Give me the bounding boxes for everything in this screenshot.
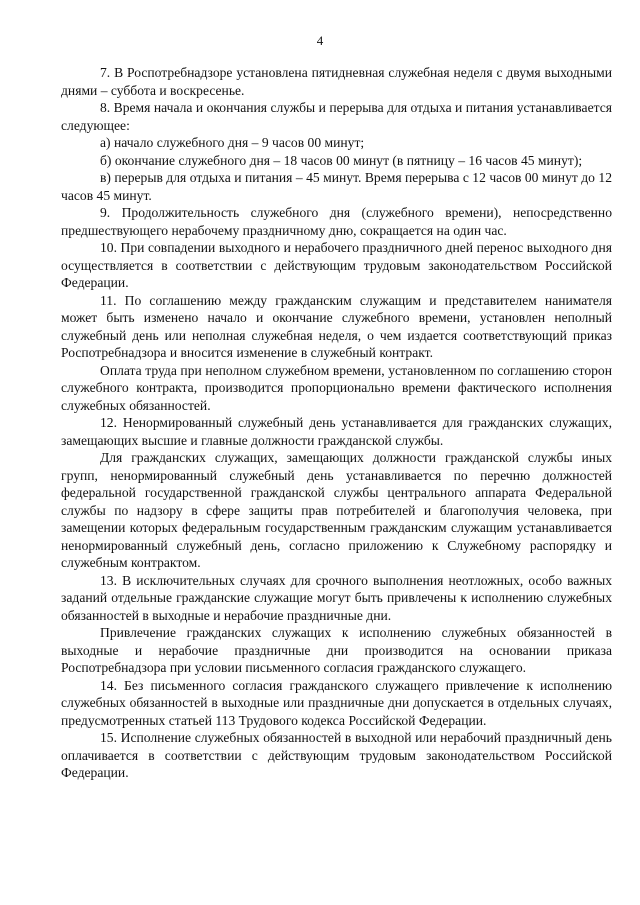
paragraph-7: 7. В Роспотребнадзоре установлена пятидневная служебная неделя с двумя выходными днями – суббота и воскресенье. <box>61 65 612 98</box>
document-body <box>61 64 612 782</box>
paragraph-15: 15. Исполнение служебных обязанностей в выходной или нерабочий праздничный день оплачивается в соответствии с действующим трудовым законодательством Российской Федерации. <box>61 730 612 780</box>
page-number: 4 <box>316 33 324 48</box>
paragraph-8: 8. Время начала и окончания службы и перерыва для отдыха и питания устанавливается следующее: <box>61 100 612 133</box>
paragraph-12-other-groups: Для гражданских служащих, замещающих должности гражданской службы иных групп, ненормированный служебный день устанавливается по перечню должностей федеральной государственной гражданской службы центрального аппарата Федеральной службы по надзору в сфере защиты прав потребителей и благополучия человека, при замещении которых федеральным государственным гражданским служащим устанавливается ненормированный служебный день, согласно приложению к Служебному распорядку и служебным контрактом. <box>61 450 612 570</box>
paragraph-11: 11. По соглашению между гражданским служащим и представителем нанимателя может быть изменено начало и окончание служебного времени, установлен неполный служебный день или неполная служебная неделя, о чем издается соответствующий приказ Роспотребнадзора и вносится изменение в служебный контракт. <box>61 292 612 360</box>
paragraph-10: 10. При совпадении выходного и нерабочего праздничного дней перенос выходного дня осуществляется в соответствии с действующим трудовым законодательством Российской Федерации. <box>61 240 612 290</box>
paragraph-8b: б) окончание служебного дня – 18 часов 00 минут (в пятницу – 16 часов 45 минут); <box>100 152 583 168</box>
paragraph-8c: в) перерыв для отдыха и питания – 45 минут. Время перерыва с 12 часов 00 минут до 12 часов 45 минут. <box>61 170 612 203</box>
paragraph-8a: а) начало служебного дня – 9 часов 00 минут; <box>100 135 365 150</box>
paragraph-9: 9. Продолжительность служебного дня (служебного времени), непосредственно предшествующего нерабочему праздничному дню, сокращается на один час. <box>61 205 612 238</box>
paragraph-13-involvement: Привлечение гражданских служащих к исполнению служебных обязанностей в выходные и нерабочие праздничные дни производится на основании приказа Роспотребнадзора при условии письменного согласия гражданского служащего. <box>61 625 612 675</box>
paragraph-12: 12. Ненормированный служебный день устанавливается для гражданских служащих, замещающих высшие и главные должности гражданской службы. <box>61 415 612 448</box>
paragraph-13: 13. В исключительных случаях для срочного выполнения неотложных, особо важных заданий отдельные гражданские служащие могут быть привлечены к исполнению служебных обязанностей в выходные и нерабочие праздничные дни. <box>61 572 612 623</box>
paragraph-11-payment: Оплата труда при неполном служебном времени, установленном по соглашению сторон служебного контракта, производится пропорционально времени фактического исполнения служебных обязанностей. <box>61 362 612 413</box>
paragraph-14: 14. Без письменного согласия гражданского служащего привлечение к исполнению служебных обязанностей в выходные или праздничные дни допускается в отдельных случаях, предусмотренных статьей 113 Трудового кодекса Российской Федерации. <box>61 677 612 728</box>
